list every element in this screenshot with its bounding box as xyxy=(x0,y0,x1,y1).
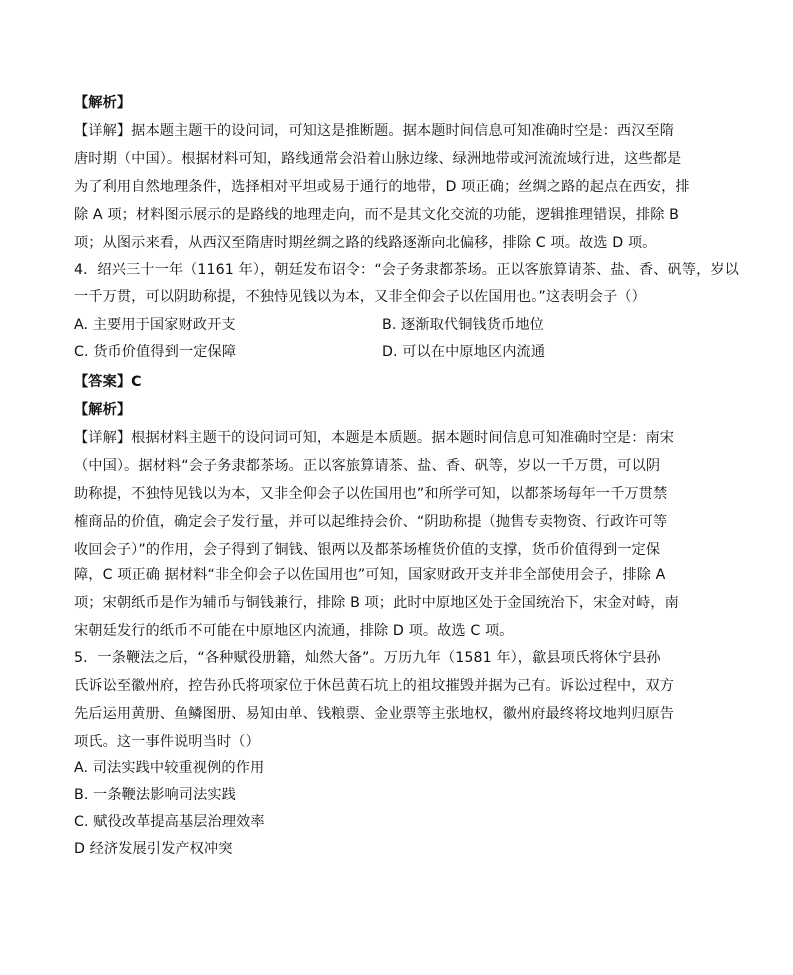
q5-option-b: B. 一条鞭法影响司法实践 xyxy=(74,787,236,803)
q4-option-a: A. 主要用于国家财政开支 xyxy=(74,317,236,333)
question-5-stem: 先后运用黄册、鱼鳞图册、易知由单、钱粮票、金业票等主张地权，徽州府最终将坟地判归原告 xyxy=(74,706,675,722)
question-4-stem: 4．绍兴三十一年（1161 年），朝廷发布诏令：“会子务隶都茶场。正以客旅算请茶、盐、香、矾等，岁以 xyxy=(74,262,739,278)
q4-analysis-line: 【详解】根据材料主题干的设问词可知，本题是本质题。据本题时间信息可知准确时空是：南宋 xyxy=(74,430,675,446)
q5-option-c: C. 赋役改革提高基层治理效率 xyxy=(74,814,265,830)
q4-analysis-line: 项；宋朝纸币是作为辅币与铜钱兼行，排除 B 项；此时中原地区处于金国统治下，宋金对峙，南 xyxy=(74,595,679,611)
question-5-stem: 5．一条鞭法之后，“各种赋役册籍，灿然大备”。万历九年（1581 年），歙县项氏将休宁县孙 xyxy=(74,650,661,666)
q4-analysis-line: 收回会子）”的作用，会子得到了铜钱、银两以及都茶场榷货价值的支撑，货币价值得到一定保 xyxy=(74,542,661,558)
analysis-line: 唐时期（中国）。根据材料可知，路线通常会沿着山脉边缘、绿洲地带或河流流域行进，这些都是 xyxy=(74,151,682,167)
analysis-label: 【解析】 xyxy=(74,95,132,111)
q4-analysis-label: 【解析】 xyxy=(74,402,132,418)
q4-option-d: D. 可以在中原地区内流通 xyxy=(382,344,546,360)
q4-analysis-line: 宋朝廷发行的纸币不可能在中原地区内流通，排除 D 项。故选 C 项。 xyxy=(74,623,514,639)
analysis-line: 【详解】据本题主题干的设问词，可知这是推断题。据本题时间信息可知准确时空是：西汉至隋 xyxy=(74,123,675,139)
question-5-stem: 项氏。这一事件说明当时（） xyxy=(74,734,260,750)
q5-option-d: D 经济发展引发产权冲突 xyxy=(74,841,233,857)
analysis-line: 为了利用自然地理条件，选择相对平坦或易于通行的地带，D 项正确；丝绸之路的起点在西安，排 xyxy=(74,179,690,195)
analysis-line: 项；从图示来看，从西汉至隋唐时期丝绸之路的线路逐渐向北偏移，排除 C 项。故选 D 项。 xyxy=(74,235,657,251)
question-4-stem: 一千万贯，可以阴助称提，不独恃见钱以为本，又非全仰会子以佐国用也。”这表明会子（） xyxy=(74,289,646,305)
q4-analysis-line: 助称提，不独恃见钱以为本，又非全仰会子以佐国用也”和所学可知，以都茶场每年一千万贯禁 xyxy=(74,486,668,502)
q4-analysis-line: 障，C 项正确 据材料“非全仰会子以佐国用也”可知，国家财政开支并非全部使用会子，排除 A xyxy=(74,567,666,583)
q4-option-b: B. 逐渐取代铜钱货币地位 xyxy=(382,317,544,333)
q4-option-c: C. 货币价值得到一定保障 xyxy=(74,344,237,360)
q5-option-a: A. 司法实践中较重视例的作用 xyxy=(74,760,265,776)
analysis-line: 除 A 项；材料图示展示的是路线的地理走向，而不是其文化交流的功能，逻辑推理错误，排除 B xyxy=(74,207,679,223)
q4-answer: 【答案】C xyxy=(74,374,142,390)
question-5-stem: 氏诉讼至徽州府，控告孙氏将项家位于休邑黄石坑上的祖坟摧毁并据为己有。诉讼过程中，双方 xyxy=(74,678,675,694)
q4-analysis-line: （中国）。据材料“会子务隶都茶场。正以客旅算请茶、盐、香、矾等，岁以一千万贯，可以阴 xyxy=(74,458,661,474)
q4-analysis-line: 榷商品的价值，确定会子发行量，并可以起维持会价、“阴助称提（抛售专卖物资、行政许可等 xyxy=(74,514,668,530)
